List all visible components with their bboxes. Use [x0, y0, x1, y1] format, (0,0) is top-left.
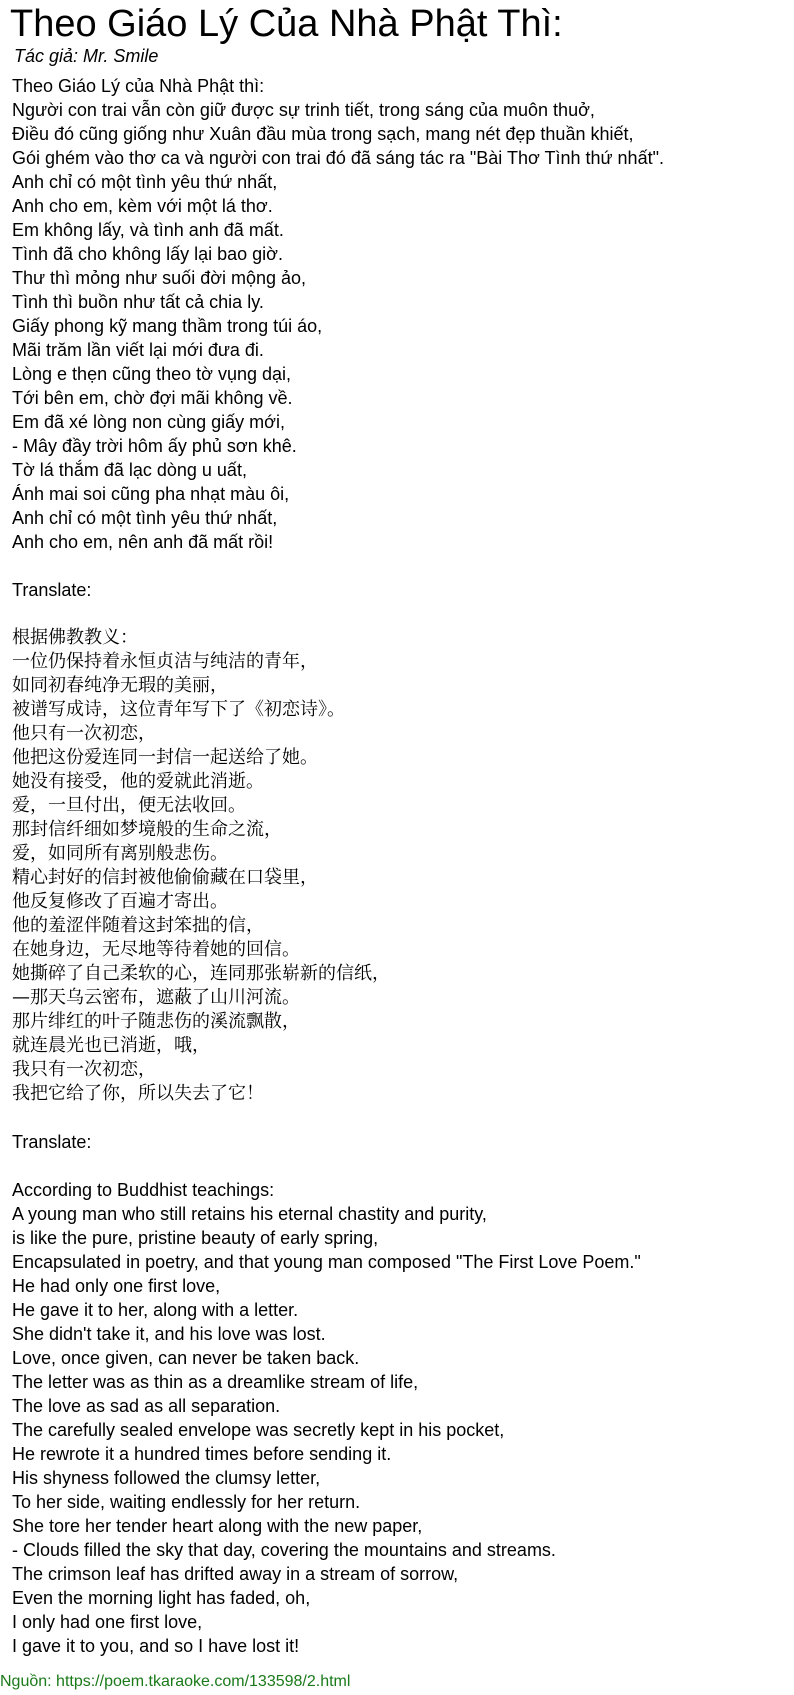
vietnamese-poem: [12, 74, 792, 554]
blank-line: [12, 602, 792, 626]
blank-line: [12, 1154, 792, 1178]
chinese-line: 根据佛教教义：: [12, 627, 138, 648]
english-line: The love as sad as all separation.: [12, 1396, 281, 1416]
chinese-line: 爱，一旦付出，便无法收回。: [12, 795, 246, 816]
poem-line: Tình thì buồn như tất cả chia ly.: [12, 292, 264, 312]
chinese-line: 那片绯红的叶子随悲伤的溪流飘散，: [12, 1011, 300, 1032]
english-line: He rewrote it a hundred times before sending it.: [12, 1444, 392, 1464]
english-line: The carefully sealed envelope was secretly kept in his pocket,: [12, 1420, 505, 1440]
english-line: - Clouds filled the sky that day, covering the mountains and streams.: [12, 1540, 556, 1560]
poem-line: Người con trai vẫn còn giữ được sự trinh tiết, trong sáng của muôn thuở,: [12, 100, 595, 120]
chinese-line: 他反复修改了百遍才寄出。: [12, 891, 228, 912]
poem-body: [12, 74, 792, 1658]
poem-line: Lòng e thẹn cũng theo tờ vụng dại,: [12, 364, 292, 384]
chinese-line: 他只有一次初恋，: [12, 723, 156, 744]
poem-line: Anh cho em, kèm với một lá thơ.: [12, 196, 273, 216]
poem-line: Thư thì mỏng như suối đời mộng ảo,: [12, 268, 307, 288]
english-translation: [12, 1178, 792, 1658]
chinese-line: 他把这份爱连同一封信一起送给了她。: [12, 747, 318, 768]
poem-line: Anh chỉ có một tình yêu thứ nhất,: [12, 508, 278, 528]
english-line: Love, once given, can never be taken back.: [12, 1348, 360, 1368]
chinese-line: 她没有接受，他的爱就此消逝。: [12, 771, 264, 792]
poem-line: Tới bên em, chờ đợi mãi không về.: [12, 388, 293, 408]
english-line: His shyness followed the clumsy letter,: [12, 1468, 321, 1488]
chinese-line: 如同初春纯净无瑕的美丽，: [12, 675, 228, 696]
english-line: He had only one first love,: [12, 1276, 221, 1296]
chinese-line: 他的羞涩伴随着这封笨拙的信，: [12, 915, 264, 936]
poem-line: Theo Giáo Lý của Nhà Phật thì:: [12, 76, 265, 96]
source-line: [0, 1671, 350, 1693]
poem-line: Điều đó cũng giống như Xuân đầu mùa trong sạch, mang nét đẹp thuần khiết,: [12, 124, 634, 144]
english-line: I gave it to you, and so I have lost it!: [12, 1636, 300, 1656]
translate-label: Translate:: [12, 1132, 92, 1152]
poem-line: Anh chỉ có một tình yêu thứ nhất,: [12, 172, 278, 192]
english-line: Encapsulated in poetry, and that young man composed "The First Love Poem.": [12, 1252, 641, 1272]
chinese-translation: [12, 626, 792, 1106]
source-link[interactable]: https://poem.tkaraoke.com/133598/2.html: [56, 1673, 351, 1690]
english-line: The crimson leaf has drifted away in a stream of sorrow,: [12, 1564, 459, 1584]
blank-line: [12, 554, 792, 578]
page-title: Theo Giáo Lý Của Nhà Phật Thì:: [10, 3, 563, 45]
english-line: To her side, waiting endlessly for her return.: [12, 1492, 361, 1512]
chinese-line: 就连晨光也已消逝，哦，: [12, 1035, 210, 1056]
poem-line: Em không lấy, và tình anh đã mất.: [12, 220, 284, 240]
english-line: Even the morning light has faded, oh,: [12, 1588, 311, 1608]
translate-label: Translate:: [12, 580, 92, 600]
chinese-line: 爱，如同所有离别般悲伤。: [12, 843, 228, 864]
chinese-line: 她撕碎了自己柔软的心，连同那张崭新的信纸，: [12, 963, 390, 984]
chinese-line: 我只有一次初恋，: [12, 1059, 156, 1080]
chinese-line: 那封信纤细如梦境般的生命之流，: [12, 819, 282, 840]
poem-line: Giấy phong kỹ mang thầm trong túi áo,: [12, 316, 323, 336]
chinese-line: 我把它给了你，所以失去了它！: [12, 1083, 264, 1104]
poem-line: Ánh mai soi cũng pha nhạt màu ôi,: [12, 484, 290, 504]
english-line: I only had one first love,: [12, 1612, 203, 1632]
poem-line: Tình đã cho không lấy lại bao giờ.: [12, 244, 283, 264]
english-line: She tore her tender heart along with the new paper,: [12, 1516, 423, 1536]
english-line: According to Buddhist teachings:: [12, 1180, 275, 1200]
source-label: Nguồn:: [0, 1673, 57, 1690]
chinese-line: 一位仍保持着永恒贞洁与纯洁的青年，: [12, 651, 318, 672]
chinese-line: 精心封好的信封被他偷偷藏在口袋里，: [12, 867, 318, 888]
poem-line: Anh cho em, nên anh đã mất rồi!: [12, 532, 274, 552]
english-line: The letter was as thin as a dreamlike stream of life,: [12, 1372, 419, 1392]
poem-line: Tờ lá thắm đã lạc dòng u uất,: [12, 460, 247, 480]
author-line: Tác giả: Mr. Smile: [14, 46, 159, 66]
english-line: A young man who still retains his eternal chastity and purity,: [12, 1204, 487, 1224]
chinese-line: —那天乌云密布，遮蔽了山川河流。: [12, 987, 300, 1008]
poem-line: - Mây đầy trời hôm ấy phủ sơn khê.: [12, 436, 297, 456]
english-line: He gave it to her, along with a letter.: [12, 1300, 299, 1320]
english-line: is like the pure, pristine beauty of early spring,: [12, 1228, 379, 1248]
poem-line: Em đã xé lòng non cùng giấy mới,: [12, 412, 285, 432]
poem-line: Mãi trăm lần viết lại mới đưa đi.: [12, 340, 264, 360]
chinese-line: 被谱写成诗，这位青年写下了《初恋诗》。: [12, 699, 345, 720]
english-line: She didn't take it, and his love was lost.: [12, 1324, 326, 1344]
chinese-line: 在她身边，无尽地等待着她的回信。: [12, 939, 300, 960]
blank-line: [12, 1106, 792, 1130]
poem-line: Gói ghém vào thơ ca và người con trai đó đã sáng tác ra "Bài Thơ Tình thứ nhất".: [12, 148, 664, 168]
